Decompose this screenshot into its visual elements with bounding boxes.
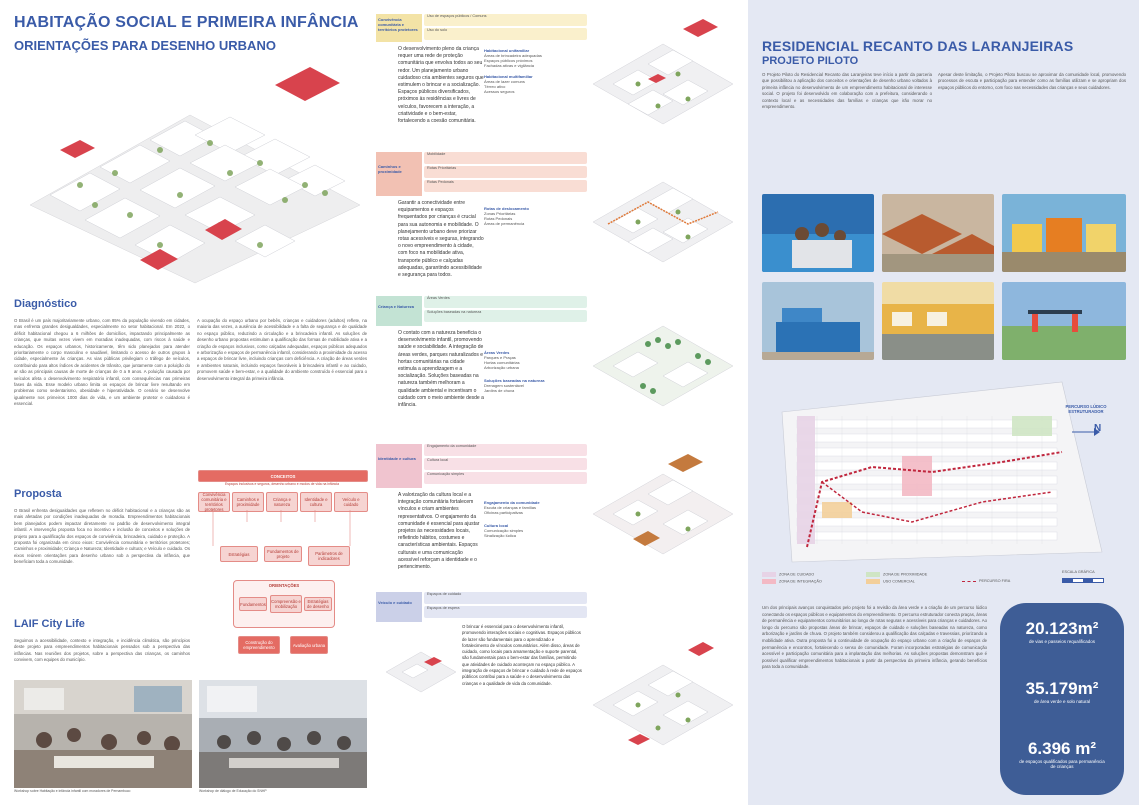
ori-item-2: Compreensão e mobilização <box>270 595 302 613</box>
flow-bottom-2: Avaliação urbana <box>290 636 328 654</box>
flow-box-1: Convivência comunitária e territórios protetores <box>198 492 230 512</box>
flow-mid-3: Parâmetros de indicadores <box>308 546 350 566</box>
flow-box-2: Caminhos e proximidade <box>232 492 264 512</box>
section-2-text: Garantir a conectividade entre equipamentos e espaços frequentados por crianças é crucial para sua autonomia e mobilidade. O planejamento urbano deve priorizar rotas acessíveis e seguras, integrando o novo empreendimento à cidade, com foco na mobilidade ativa, transporte público e calçadas adequadas, garantindo acessibilidade e segurança para todos. <box>398 200 484 279</box>
project-intro-2: Apesar deste limitação, o Projeto Piloto buscou se aproximar da comunidade local, promovendo processos de escuta e participação para entender como as famílias utilizam e se apropriam dos espaços públicos do entorno, com foco nas necessidades das crianças e seus cuidadores. <box>938 72 1126 90</box>
section-4-illustration <box>588 444 738 584</box>
ori-item-1: Fundamentos <box>239 597 267 611</box>
section-5-illustration <box>588 620 738 790</box>
map-legend <box>762 572 1126 584</box>
section-4-tag: Identidade e cultura <box>378 456 416 461</box>
section-5-row-1: Espaços de cuidado <box>424 592 587 604</box>
section-1-legend-title-2: Habitacional multifamiliar <box>484 74 533 79</box>
concept-flow-diagram <box>198 470 366 675</box>
section-4-legend-item: Comunicação simples <box>484 528 524 533</box>
stats-panel <box>1000 603 1124 795</box>
legend-item-3 <box>866 572 927 577</box>
flow-connectors <box>198 510 366 550</box>
scale-label: ESCALA GRÁFICA <box>1062 570 1095 574</box>
section-3-legend-item: Arborização urbana <box>484 365 519 370</box>
stat-3-label: de espaços qualificados para permanência de crianças <box>1019 759 1105 769</box>
legend-label: ZONA DE INTEGRAÇÃO <box>779 579 822 584</box>
legend-swatch <box>762 572 776 577</box>
project-subtitle: PROJETO PILOTO <box>762 55 859 67</box>
map-label: PERCURSO LÚDICO ESTRUTURADOR <box>1065 404 1107 414</box>
stat-2-value: 35.179m² <box>1025 679 1099 698</box>
section-2-legend-item: Rotas Pedonais <box>484 216 513 221</box>
section-2-legend <box>484 206 584 226</box>
section-3-text: O contato com a natureza beneficia o desenvolvimento infantil, promovendo saúde e sociabilidade. A integração de áreas verdes, parques naturalizados e hortas comunitárias na cidade estimula a aprendizagem e a socialização. Soluções baseadas na natureza também melhoram a qualidade ambiental e incentivam o cuidado com o meio ambiente desde a infância. <box>398 330 484 409</box>
north-arrow-icon <box>1092 420 1106 434</box>
legend-label: ZONA DE PROXIMIDADE <box>883 572 928 577</box>
project-title: RESIDENCIAL RECANTO DAS LARANJEIRAS <box>762 38 1074 54</box>
section-4-text: A valorização da cultura local e a integração comunitária fortalecem vínculos e criam ambientes representativos. O engajamento da comunidade é essencial para ajustar projetos às necessidades locais, refletindo hábitos, costumes e características ambientais. Espaços culturais e uma comunicação acessível reforçam a identidade e o pertencimento. <box>398 492 480 571</box>
section-5-row-2: Espaços de espera <box>424 606 587 618</box>
flow-top: CONCEITOS <box>198 470 368 482</box>
photo-blue-bench <box>762 282 874 360</box>
section-4-legend-title-2: Cultura local <box>484 523 509 528</box>
diagnostico-text-1: O Brasil é um país majoritariamente urbano, com 85% da população vivendo em cidades, mas enfrenta grandes desigualdades, especialmente no setor habitacional. Em 2022, o déficit habitacional chegou a 6 milhões de domicílios, impactando principalmente as crianças, que muitas vezes vivem em moradias inadequadas, com riscos à saúde e educação. Os espaços urbanos, historicamente, têm sido planejados para atender prioritariamente o corpo masculino e saudável, limitando o acesso de outros grupos à cidade, especialmente às crianças. As vias públicas privilegiam o tráfego de veículos, contribuindo para altos índices de acidentes de trânsito, que juntamente com a poluição do ar são as principais causas de morte de crianças de 0 a 9 anos. A poluição causada por veículos afeta o desenvolvimento respiratório infantil, com consequências nas primeiras fases da vida. Esse modelo urbano limita os espaços de brincar livre resultando em problemas como sedentarismo, obesidade e hiperatividade. O cenário se desenvolve igualmente nos primeiros 1000 dias de vida, e um ambiente protetor e cuidadoso é essencial. <box>14 318 190 407</box>
workshop-photo-1 <box>14 680 192 788</box>
ori-item-3: Estratégias de desenho <box>304 597 332 611</box>
workshop-photo-2 <box>199 680 367 788</box>
legend-item-4 <box>866 579 915 584</box>
legend-swatch <box>866 572 880 577</box>
svg-text:N: N <box>1094 423 1102 434</box>
legend-swatch-line <box>962 581 976 582</box>
flow-mid-2: Fundamentos de projeto <box>264 546 302 562</box>
section-4-row-3: Comunicação simples <box>424 472 587 484</box>
section-3-legend-title-2: Soluções baseadas na natureza <box>484 378 545 383</box>
stat-3-value: 6.396 m² <box>1027 739 1097 758</box>
section-2-row-1: Mobilidade <box>424 152 587 164</box>
section-3-legend <box>484 350 584 393</box>
section-1-legend-item: Térreo ativo <box>484 84 506 89</box>
section-1-legend-item: Acessos seguros <box>484 89 515 94</box>
photo-playground <box>1002 282 1126 360</box>
site-plan-map <box>762 372 1126 568</box>
section-5-text: O brincar é essencial para o desenvolvimento infantil, promovendo interações sociais e cognitivas. Espaços públicos de lazer são fundamentais para o aprendizado e fortalecimento de vínculos comunitários. Além disso, áreas de cuidado, como locais para amamentação e suporte parental, são fundamentais para o bem-estar das famílias, permitindo que atividades de cuidado aconteçam no espaço público. A integração de espaços de brincar e cuidado à rede de espaços públicos contribui para a saúde e o desenvolvimento das crianças e a qualidade de vida da comunidade. <box>462 624 582 686</box>
legend-item-5 <box>962 579 1010 583</box>
section-3-tag-band <box>376 296 422 326</box>
legend-item-1 <box>762 572 814 577</box>
section-4-tag-band <box>376 444 422 488</box>
section-3-legend-item: Parques e Praças <box>484 355 516 360</box>
section-1-row-2: Uso do solo <box>424 28 587 40</box>
section-3-legend-item: Jardins de chuva <box>484 388 515 393</box>
photo-rooftops <box>882 194 994 272</box>
section-5-tag-band <box>376 592 422 622</box>
flow-bottom-1: Construção do empreendimento <box>238 636 280 654</box>
section-1-legend-item: Fachadas ativas e vigilância <box>484 63 535 68</box>
legend-label: USO COMERCIAL <box>883 579 915 584</box>
diagnostico-text-2: A ocupação do espaço urbano por bebês, crianças e cuidadores (adultos) reflete, na maioria das vezes, a ausência de acessibilidade e a falta de segurança e de qualidade no espaço público, reduzindo a circulação e a brincadeira infantil. As soluções de desenho urbano propostas estimulam a qualificação das formas de mobilidade ativa e a criação de espaços inclusivos, como calçadas adequadas, espaços públicos adequados e arborização e espaços de permanência infantil, considerando a proximidade do acesso a espaços de brincar livre, incluindo crianças com deficiência. A criação de áreas verdes e ambientes naturais, incluindo espaços favoráveis à brincadeira infantil e ao cuidado, promovem saúde e bem-estar, e a qualidade do ambiente construído é essencial para o desenvolvimento integral da primeira infância. <box>197 318 367 381</box>
section-2-illustration <box>588 152 738 292</box>
flow-top-sub: Espaços inclusivos e seguros, desenho urbano e modos de vida na infância <box>224 482 340 486</box>
section-2-tag: Caminhos e proximidade <box>378 164 402 174</box>
project-intro-1: O Projeto Piloto do Residencial Recanto das Laranjeiras teve início a partir da parceria que possibilitou a aplicação dos conceitos e orientações de desenho urbano voltados à primeira infância no desenvolvimento de um empreendimento habitacional de interesse social. O projeto foi desenvolvido em colaboração com a prefeitura, considerando o contexto local e as necessidades das famílias e crianças que irão morar no empreendimento. <box>762 72 932 110</box>
stat-3 <box>1000 739 1124 769</box>
section-1-legend <box>484 48 584 94</box>
section-2-legend-item: Áreas de permanência <box>484 221 525 226</box>
section-2-row-3: Rotas Pedonais <box>424 180 587 192</box>
section-4-legend-item: Sinalização lúdica <box>484 533 517 538</box>
photo-children <box>762 194 874 272</box>
flow-mid-1: Estratégias <box>220 546 258 562</box>
section-1-row-1: Uso de espaços públicos / Comuns <box>424 14 587 26</box>
photo-colored-houses <box>1002 194 1126 272</box>
section-4-legend-title: Engajamento da comunidade <box>484 500 540 505</box>
proposta-text: O Brasil enfrenta desigualdades que refletem no déficit habitacional e a crianças são as mais afetadas por condições inadequadas de moradia. Empreendimentos habitacionais bem planejados podem impactar diretamente no padrão de desenvolvimento integral infantil. A intervenção proposta foca no incentivo e inclusão de conceitos e soluções de projeto para a qualificação dos espaços de convivência, brincadeira, cuidado e proteção. A proposta foi organizada em cinco eixos: Convivência comunitária e territórios protetores; Caminhos e proximidade; Criança e Natureza; Identidade e cultura; e Veículo e cuidado. Os eixos reúnem orientações para desenho urbano sob a perspectiva da infância, que beneficiam toda a comunidade. <box>14 508 190 565</box>
flow-box-3: Criança e natureza <box>266 492 298 512</box>
flow-box-5: Veículo e cuidado <box>334 492 368 512</box>
diagnostico-heading: Diagnóstico <box>14 298 77 310</box>
orientacoes-box <box>233 580 335 628</box>
section-2-row-2: Rotas Prioritárias <box>424 166 587 178</box>
legend-swatch <box>762 579 776 584</box>
section-4-legend-item: Escuta de crianças e famílias <box>484 505 537 510</box>
photo-1-caption: Workshop sobre Habitação e infância infantil com moradores de Pernambuco <box>14 789 131 793</box>
laif-text: Seguimos a acessibilidade, contexto e integração, e incidência climática, são princípios deste projeto para empreendimentos habitacionais pensados sob a perspectiva das infâncias. Nas reuniões dos projetos, sobre a perspectiva das crianças, os caminhos convivem, com equipes do município. <box>14 638 190 663</box>
urban-isometric-illustration <box>20 55 365 285</box>
section-2-legend-title: Rotas de deslocamento <box>484 206 529 211</box>
legend-label: ZONA DE CUIDADO <box>779 572 815 577</box>
legend-swatch <box>866 579 880 584</box>
laif-heading: LAIF City Life <box>14 618 85 630</box>
scale-bar <box>1062 578 1104 583</box>
photo-street-houses <box>882 282 994 360</box>
section-5-tag: Veículo e cuidado <box>378 600 412 605</box>
section-1-legend-item: Áreas de lazer comuns <box>484 79 525 84</box>
stat-1 <box>1000 619 1124 644</box>
section-4-row-2: Cultura local <box>424 458 587 470</box>
stat-1-label: de vias e passeios requalificados <box>1028 639 1096 644</box>
orientacoes-label: ORIENTAÇÕES <box>268 583 300 588</box>
section-5-illustration-small <box>382 632 460 712</box>
section-2-tag-band <box>376 152 422 196</box>
section-2-legend-item: Zonas Prioritárias <box>484 211 516 216</box>
section-3-legend-item: Hortas comunitárias <box>484 360 520 365</box>
section-1-tag: Convivência comunitária e territórios protetores <box>378 17 418 32</box>
section-3-row-2: Soluções baseadas na natureza <box>424 310 587 322</box>
section-4-row-1: Engajamento da comunidade <box>424 444 587 456</box>
page-subtitle: ORIENTAÇÕES PARA DESENHO URBANO <box>14 38 276 53</box>
section-1-illustration <box>588 14 738 154</box>
section-3-illustration <box>588 296 738 436</box>
section-1-text: O desenvolvimento pleno da criança requer uma rede de proteção comunitária que envolva todos ao seu redor. Um planejamento urbano cuidadoso cria ambientes seguros que estimulem o brincar e a socialização. Espaços públicos diversificados, próximos às residências e livres de veículos, favorecem a interação, a criatividade e o bem-estar, fortalecendo a coesão comunitária. <box>398 46 484 125</box>
section-1-tag-band <box>376 14 422 42</box>
section-1-legend-item: Espaços públicos próximos <box>484 58 533 63</box>
stat-2 <box>1000 679 1124 704</box>
section-3-tag: Criança e Natureza <box>378 304 415 309</box>
legend-item-2 <box>762 579 822 584</box>
stat-2-label: de área verde e solo natural <box>1033 699 1091 704</box>
flow-box-4: Identidade e cultura <box>300 492 332 512</box>
proposta-heading: Proposta <box>14 488 62 500</box>
section-3-row-1: Áreas Verdes <box>424 296 587 308</box>
section-4-legend <box>484 500 584 538</box>
section-3-legend-item: Drenagem sustentável <box>484 383 525 388</box>
stat-1-value: 20.123m² <box>1025 619 1099 638</box>
section-1-legend-item: Áreas de brincadeira adequadas <box>484 53 542 58</box>
section-4-legend-item: Oficinas participativas <box>484 510 523 515</box>
project-bottom-text: Um dos principais avanços conquistados pelo projeto foi a revisão da área verde e a criação de um percurso lúdico conectando os espaços públicos e equipamentos do empreendimento. O percurso estruturador conecta praças, áreas de permanência e equipamentos comunitários ao longo de rotas seguras e acessíveis para crianças e cuidadores. Ao longo do percurso são propostas áreas de brincar, espaços de cuidado e soluções baseadas na natureza, como arborização e jardins de chuva. O projeto também considerou a qualificação das calçadas e travessias, priorizando a mobilidade ativa. Outra proposta foi a continuidade de ocupação do espaço urbano com a criação de espaços de permanência e encontros, fortalecendo o senso de comunidade. Foram incorporadas estratégias de comunicação acessível e participação comunitária para a implantação das melhorias. As soluções propostas demonstram que é possível qualificar empreendimentos habitacionais a partir da perspectiva da primeira infância, gerando benefícios para toda a comunidade. <box>762 605 987 670</box>
photo-2-caption: Workshop de diálogo de Educação do SNHP <box>199 789 267 793</box>
section-3-legend-title: Áreas Verdes <box>484 350 510 355</box>
page-title: HABITAÇÃO SOCIAL E PRIMEIRA INFÂNCIA <box>14 14 359 31</box>
section-1-legend-title: Habitacional unifamiliar <box>484 48 530 53</box>
legend-label: PERCURSO FIRA <box>979 579 1011 583</box>
